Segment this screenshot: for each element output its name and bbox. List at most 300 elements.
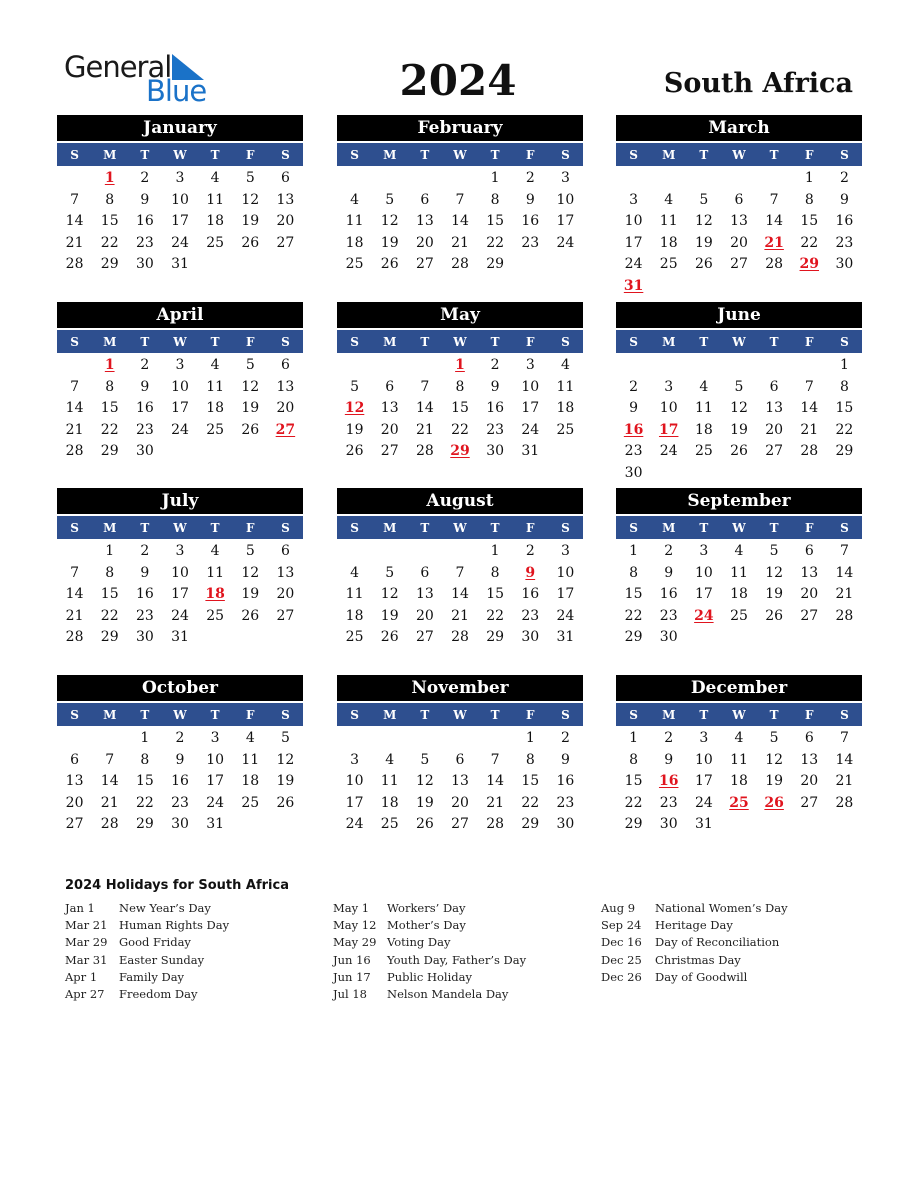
calendar-day: 6 [804, 543, 814, 559]
calendar-day: 7 [839, 730, 849, 746]
calendar-day: 5 [769, 730, 779, 746]
days-grid [616, 727, 862, 835]
calendar-day: 8 [105, 191, 115, 208]
month-title: January [57, 115, 303, 141]
calendar-day: 27 [380, 443, 399, 460]
weekday-label: T [769, 708, 779, 722]
weekday-label: T [420, 521, 430, 535]
calendar-day: 24 [171, 234, 189, 251]
calendar-day: 24 [556, 607, 575, 624]
holiday-item [65, 934, 335, 951]
weekday-header [57, 703, 303, 726]
calendar-day: 30 [486, 443, 505, 460]
empty-day [721, 167, 756, 189]
holiday-date: Sep 24 [601, 918, 642, 933]
calendar-day: 27 [800, 794, 819, 811]
calendar-day: 29 [486, 256, 505, 273]
holiday-item [601, 952, 871, 969]
calendar-day: 30 [135, 256, 154, 273]
weekday-label: W [173, 148, 187, 162]
calendar-day: 3 [175, 543, 185, 559]
calendar-day: 23 [835, 234, 854, 251]
calendar-day: 10 [171, 191, 189, 208]
calendar-day: 10 [171, 564, 189, 581]
calendar-day: 24 [556, 234, 575, 251]
calendar-day: 24 [206, 794, 225, 811]
weekday-header [57, 143, 303, 166]
weekday-label: S [840, 148, 849, 162]
calendar-day: 22 [100, 421, 119, 438]
holiday-day: 29 [799, 256, 820, 273]
holiday-date: Jun 16 [333, 952, 371, 967]
weekday-label: F [246, 708, 255, 722]
holiday-item [333, 934, 603, 951]
weekday-label: S [70, 708, 79, 722]
weekday-label: W [173, 708, 187, 722]
calendar-day: 11 [380, 773, 399, 790]
calendar-day: 7 [455, 191, 465, 208]
calendar-day: 22 [521, 794, 540, 811]
calendar-day: 18 [206, 213, 225, 230]
month-title: June [616, 302, 862, 328]
calendar-day: 15 [486, 586, 505, 603]
weekday-label: T [420, 148, 430, 162]
weekday-label: T [140, 148, 150, 162]
empty-day [337, 167, 372, 189]
calendar-day: 21 [451, 607, 469, 624]
days-grid [337, 540, 583, 648]
calendar-day: 27 [415, 256, 434, 273]
calendar-day: 20 [276, 213, 295, 230]
calendar-day: 8 [140, 751, 150, 768]
month-title: February [337, 115, 583, 141]
calendar-day: 13 [276, 191, 295, 208]
calendar-day: 8 [105, 378, 115, 395]
holiday-day: 1 [455, 357, 465, 373]
empty-day [757, 354, 792, 376]
calendar-day: 19 [730, 421, 748, 438]
holiday-name: Family Day [119, 969, 185, 984]
calendar-day: 16 [659, 586, 678, 603]
calendar-day: 14 [835, 751, 854, 768]
calendar-day: 15 [624, 773, 643, 790]
calendar-day: 18 [556, 400, 575, 417]
calendar-day: 24 [694, 794, 713, 811]
calendar-day: 21 [100, 794, 119, 811]
weekday-label: S [561, 521, 570, 535]
weekday-label: W [173, 335, 187, 349]
calendar-day: 1 [105, 543, 115, 559]
calendar-day: 10 [694, 751, 713, 768]
calendar-day: 3 [699, 730, 709, 746]
calendar-day: 31 [206, 816, 225, 833]
calendar-day: 28 [835, 794, 854, 811]
holiday-name: New Year’s Day [119, 901, 211, 915]
calendar-day: 20 [800, 773, 819, 790]
calendar-day: 21 [415, 421, 434, 438]
month-title: May [337, 302, 583, 328]
calendar-day: 20 [451, 794, 469, 811]
holiday-date: Dec 26 [601, 969, 642, 984]
weekday-label: F [246, 521, 255, 535]
calendar-day: 10 [624, 213, 643, 230]
weekday-label: W [732, 521, 746, 535]
calendar-day: 6 [769, 378, 779, 395]
weekday-label: T [769, 148, 779, 162]
holiday-day: 12 [344, 400, 365, 417]
calendar-day: 4 [245, 730, 255, 746]
calendar-day: 28 [765, 256, 784, 273]
days-grid [57, 540, 303, 648]
calendar-day: 28 [451, 629, 469, 646]
calendar-day: 14 [835, 564, 854, 581]
calendar-day: 22 [100, 234, 119, 251]
calendar-day: 13 [451, 773, 469, 790]
calendar-day: 21 [835, 773, 854, 790]
holiday-item [333, 952, 603, 969]
calendar-day: 19 [765, 586, 784, 603]
calendar-day: 26 [241, 234, 260, 251]
calendar-day: 3 [175, 170, 185, 186]
calendar-day: 12 [415, 773, 434, 790]
calendar-day: 20 [380, 421, 399, 438]
empty-day [616, 167, 651, 189]
weekday-label: F [526, 708, 535, 722]
calendar-day: 26 [765, 607, 784, 624]
calendar-day: 8 [629, 564, 639, 581]
empty-day [721, 354, 756, 376]
calendar-day: 31 [556, 629, 575, 646]
calendar-day: 10 [556, 191, 575, 208]
empty-day [92, 727, 127, 749]
calendar-day: 8 [105, 564, 115, 581]
calendar-day: 13 [730, 213, 748, 230]
calendar-day: 19 [694, 234, 713, 251]
calendar-day: 15 [800, 213, 819, 230]
calendar-day: 28 [100, 816, 119, 833]
holiday-date: Mar 29 [65, 935, 108, 950]
calendar-day: 13 [276, 564, 295, 581]
calendar-day: 9 [629, 400, 639, 417]
calendar-day: 23 [624, 443, 643, 460]
calendar-day: 21 [486, 794, 505, 811]
calendar-day: 19 [241, 213, 260, 230]
calendar-day: 24 [171, 421, 189, 438]
weekday-label: S [350, 708, 359, 722]
calendar-day: 15 [486, 213, 505, 230]
month-title: August [337, 488, 583, 514]
holiday-item [65, 986, 335, 1003]
holiday-day: 17 [658, 421, 679, 438]
holiday-day: 26 [764, 794, 784, 811]
holiday-day: 24 [694, 607, 714, 624]
calendar-day: 2 [140, 543, 150, 559]
holiday-day: 9 [525, 564, 536, 581]
holiday-date: Dec 25 [601, 952, 642, 967]
holiday-name: Workers’ Day [387, 901, 466, 915]
weekday-label: W [732, 148, 746, 162]
days-grid [57, 167, 303, 275]
calendar-day: 5 [699, 191, 709, 208]
calendar-day: 20 [800, 586, 819, 603]
weekday-label: F [526, 148, 535, 162]
calendar-day: 28 [800, 443, 819, 460]
empty-day [442, 727, 477, 749]
holiday-day: 25 [729, 794, 749, 811]
holiday-date: Jun 17 [333, 969, 371, 984]
calendar-day: 31 [694, 816, 713, 833]
calendar-day: 10 [345, 773, 364, 790]
calendar-day: 8 [490, 564, 500, 581]
month-title: October [57, 675, 303, 701]
calendar-day: 7 [769, 191, 779, 208]
calendar-day: 24 [171, 607, 189, 624]
weekday-label: T [490, 148, 500, 162]
weekday-label: M [383, 148, 397, 162]
calendar-day: 19 [276, 773, 295, 790]
calendar-day: 21 [835, 586, 854, 603]
calendar-day: 12 [380, 586, 399, 603]
calendar-day: 8 [839, 378, 849, 395]
weekday-label: T [769, 521, 779, 535]
calendar-day: 24 [345, 816, 364, 833]
calendar-day: 1 [525, 730, 535, 746]
calendar-day: 26 [345, 443, 364, 460]
month-february [337, 115, 583, 275]
calendar-day: 13 [276, 378, 295, 395]
calendar-day: 5 [280, 730, 290, 746]
calendar-day: 30 [135, 443, 154, 460]
calendar-day: 14 [800, 400, 819, 417]
holiday-day: 31 [623, 277, 644, 294]
holiday-date: Mar 21 [65, 918, 108, 933]
holiday-name: Voting Day [387, 935, 451, 950]
month-december [616, 675, 862, 835]
calendar-day: 11 [694, 400, 713, 417]
calendar-day: 27 [415, 629, 434, 646]
calendar-day: 2 [490, 357, 500, 373]
country-name: South Africa [663, 68, 853, 99]
calendar-day: 5 [245, 543, 255, 559]
calendar-day: 25 [659, 256, 678, 273]
calendar-day: 3 [210, 730, 220, 746]
holiday-day: 16 [658, 773, 679, 790]
weekday-header [337, 516, 583, 539]
calendar-day: 23 [556, 794, 575, 811]
weekday-header [616, 330, 862, 353]
month-august [337, 488, 583, 648]
weekday-label: T [769, 335, 779, 349]
calendar-day: 4 [210, 170, 220, 186]
calendar-day: 19 [380, 607, 399, 624]
calendar-day: 11 [730, 751, 748, 768]
calendar-day: 1 [804, 170, 814, 186]
calendar-day: 3 [560, 543, 570, 559]
weekday-label: S [281, 335, 290, 349]
weekday-label: S [840, 335, 849, 349]
month-may [337, 302, 583, 462]
calendar-day: 4 [699, 378, 709, 395]
calendar-day: 17 [624, 234, 643, 251]
weekday-label: T [699, 148, 709, 162]
weekday-label: S [70, 335, 79, 349]
calendar-day: 29 [135, 816, 154, 833]
calendar-day: 19 [380, 234, 399, 251]
calendar-day: 21 [65, 607, 84, 624]
calendar-day: 20 [415, 607, 434, 624]
calendar-day: 10 [694, 564, 713, 581]
calendar-day: 13 [765, 400, 784, 417]
weekday-label: W [453, 148, 467, 162]
holiday-date: Aug 9 [601, 901, 636, 915]
calendar-day: 20 [276, 400, 295, 417]
holiday-date: May 29 [333, 935, 377, 950]
calendar-day: 9 [664, 564, 674, 581]
calendar-day: 12 [276, 751, 295, 768]
weekday-label: T [490, 335, 500, 349]
weekday-label: T [210, 708, 220, 722]
calendar-day: 14 [65, 586, 84, 603]
calendar-day: 16 [135, 213, 154, 230]
holiday-day: 27 [275, 421, 296, 438]
days-grid [616, 167, 862, 297]
month-july [57, 488, 303, 648]
calendar-day: 2 [664, 543, 674, 559]
weekday-label: S [350, 521, 359, 535]
calendar-day: 7 [70, 564, 80, 581]
empty-day [337, 354, 372, 376]
calendar-day: 8 [490, 191, 500, 208]
calendar-day: 5 [734, 378, 744, 395]
calendar-day: 2 [525, 170, 535, 186]
holiday-name: Human Rights Day [119, 918, 230, 933]
calendar-day: 20 [765, 421, 784, 438]
calendar-day: 4 [385, 751, 395, 768]
calendar-day: 4 [350, 191, 360, 208]
empty-day [442, 540, 477, 562]
calendar-day: 27 [730, 256, 748, 273]
calendar-day: 30 [659, 629, 678, 646]
holiday-item [601, 917, 871, 934]
weekday-label: S [840, 521, 849, 535]
weekday-label: M [103, 335, 117, 349]
calendar-day: 29 [521, 816, 540, 833]
holidays-title: 2024 Holidays for South Africa [65, 878, 289, 893]
calendar-day: 28 [835, 607, 854, 624]
empty-day [57, 540, 92, 562]
days-grid [337, 727, 583, 835]
holiday-name: Nelson Mandela Day [387, 986, 509, 1001]
calendar-day: 1 [629, 730, 639, 746]
calendar-day: 30 [835, 256, 854, 273]
holiday-day: 29 [450, 443, 470, 460]
weekday-label: M [103, 521, 117, 535]
calendar-day: 22 [835, 421, 854, 438]
holiday-date: Jan 1 [65, 901, 95, 915]
weekday-header [337, 330, 583, 353]
calendar-day: 3 [175, 357, 185, 373]
calendar-day: 9 [140, 191, 150, 208]
calendar-day: 1 [490, 170, 500, 186]
holiday-name: Heritage Day [655, 918, 733, 933]
holiday-date: May 12 [333, 918, 377, 933]
calendar-day: 25 [345, 629, 364, 646]
calendar-day: 20 [730, 234, 748, 251]
calendar-day: 19 [415, 794, 434, 811]
month-title: November [337, 675, 583, 701]
calendar-day: 11 [556, 378, 575, 395]
calendar-day: 25 [380, 816, 399, 833]
calendar-day: 17 [171, 213, 189, 230]
month-title: July [57, 488, 303, 514]
days-grid [616, 354, 862, 484]
holiday-name: Public Holiday [387, 969, 472, 984]
calendar-day: 3 [560, 170, 570, 186]
holiday-date: Apr 27 [65, 986, 105, 1001]
calendar-day: 18 [380, 794, 399, 811]
calendar-day: 16 [135, 586, 154, 603]
calendar-day: 28 [415, 443, 434, 460]
calendar-day: 10 [659, 400, 678, 417]
calendar-day: 11 [730, 564, 748, 581]
weekday-label: W [732, 335, 746, 349]
brand-logo [64, 50, 214, 106]
calendar-day: 15 [100, 400, 119, 417]
calendar-day: 26 [380, 256, 399, 273]
calendar-day: 26 [415, 816, 434, 833]
calendar-day: 14 [100, 773, 119, 790]
calendar-day: 12 [765, 564, 784, 581]
holiday-name: Freedom Day [119, 986, 198, 1001]
calendar-day: 22 [800, 234, 819, 251]
calendar-day: 13 [800, 751, 819, 768]
calendar-day: 17 [556, 586, 575, 603]
calendar-day: 11 [241, 751, 260, 768]
calendar-day: 17 [171, 586, 189, 603]
calendar-day: 27 [800, 607, 819, 624]
calendar-day: 7 [455, 564, 465, 581]
month-november [337, 675, 583, 835]
calendar-day: 6 [280, 543, 290, 559]
weekday-label: F [526, 335, 535, 349]
calendar-day: 22 [624, 607, 643, 624]
calendar-day: 14 [451, 213, 469, 230]
calendar-day: 3 [664, 378, 674, 395]
weekday-header [616, 516, 862, 539]
calendar-day: 1 [490, 543, 500, 559]
calendar-day: 15 [100, 586, 119, 603]
calendar-day: 25 [345, 256, 364, 273]
calendar-day: 9 [140, 378, 150, 395]
calendar-day: 13 [800, 564, 819, 581]
days-grid [57, 354, 303, 462]
month-title: March [616, 115, 862, 141]
holiday-item [333, 917, 603, 934]
logo-text-general: General [64, 50, 172, 84]
empty-day [651, 167, 686, 189]
weekday-label: T [699, 335, 709, 349]
calendar-day: 15 [451, 400, 469, 417]
calendar-day: 14 [65, 213, 84, 230]
calendar-day: 22 [100, 607, 119, 624]
calendar-day: 3 [699, 543, 709, 559]
weekday-label: S [561, 708, 570, 722]
calendar-day: 20 [415, 234, 434, 251]
days-grid [337, 167, 583, 275]
calendar-day: 2 [560, 730, 570, 746]
holiday-item [333, 900, 603, 917]
calendar-day: 5 [769, 543, 779, 559]
